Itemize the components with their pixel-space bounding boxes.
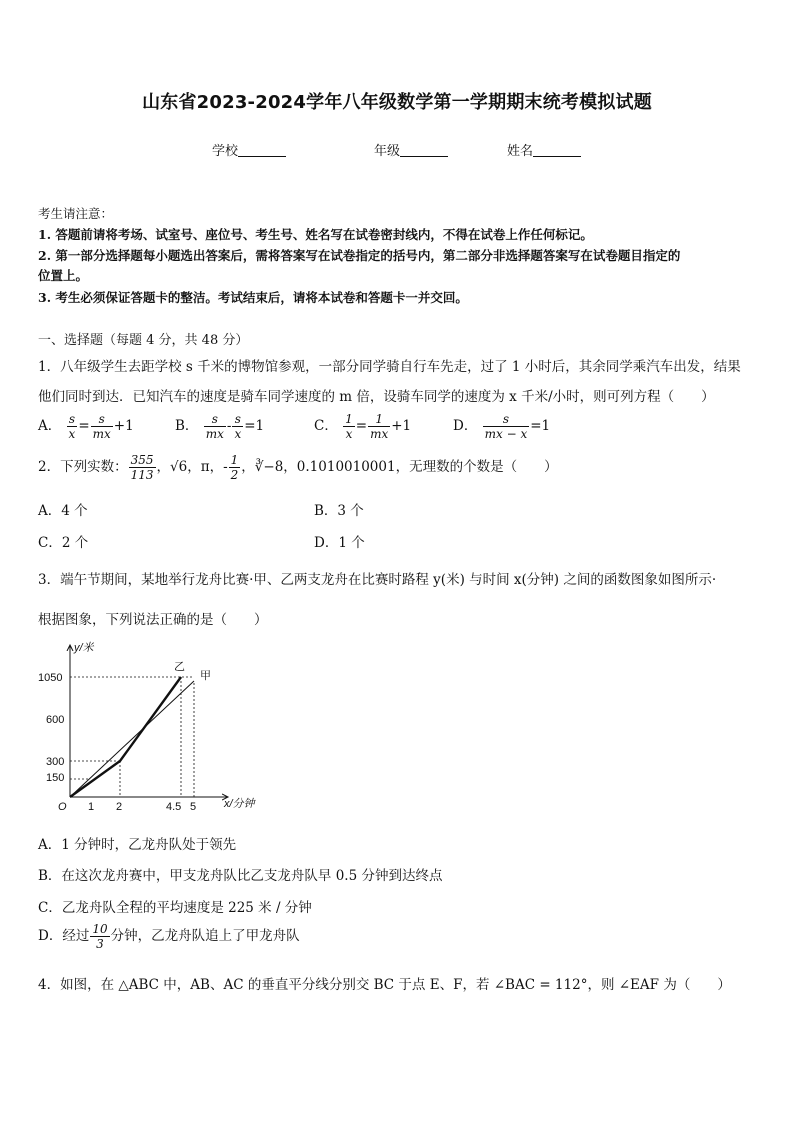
x-tick-1: 1 bbox=[88, 801, 95, 813]
x-tick-4.5: 4.5 bbox=[166, 801, 182, 813]
notice-item-2: 2. 第一部分选择题每小题选出答案后，需将答案写在试卷指定的括号内，第二部分非选择题答案写在试卷题目指定的 bbox=[38, 248, 681, 263]
notice-item-3: 3. 考生必须保证答题卡的整洁。考试结束后，请将本试卷和答题卡一并交回。 bbox=[38, 290, 468, 305]
q3-option-a[interactable]: A．1 分钟时，乙龙舟队处于领先 bbox=[38, 837, 237, 853]
school-blank[interactable] bbox=[238, 144, 286, 157]
y-tick-150: 150 bbox=[46, 772, 65, 784]
series-jia-line bbox=[70, 681, 194, 797]
q2-stem: 2．下列实数： $\frac{355}{113}$ ，√6，π，- $\frac{1}{2}$ ，∛−8，0.1010010001，无理数的个数是（ ） bbox=[38, 453, 558, 482]
y-tick-300: 300 bbox=[46, 756, 65, 768]
section-heading: 一、选择题（每题 4 分，共 48 分） bbox=[38, 333, 249, 348]
page-title: 山东省2023-2024学年八年级数学第一学期期末统考模拟试题 bbox=[142, 92, 652, 113]
y-tick-600: 600 bbox=[46, 714, 65, 726]
school-label: 学校 bbox=[212, 144, 239, 159]
q4-line1: 4．如图，在 △ABC 中，AB、AC 的垂直平分线分别交 BC 于点 E、F，若 ∠BAC = 112°，则 ∠EAF 为（ ） bbox=[38, 977, 731, 993]
name-field bbox=[507, 140, 581, 159]
q2-option-d[interactable]: D．1 个 bbox=[314, 535, 365, 551]
q1-option-b[interactable]: B． $\frac{s}{mx}$ - $\frac{s}{x}$ =1 bbox=[175, 412, 265, 441]
x-axis-label: x/分钟 bbox=[224, 798, 255, 810]
q1-option-a[interactable]: A． $\frac{s}{x}$ = $\frac{s}{mx}$ +1 bbox=[38, 412, 134, 441]
name-blank[interactable] bbox=[533, 144, 581, 157]
grade-field bbox=[374, 140, 448, 159]
series-jia-label: 甲 bbox=[200, 670, 211, 682]
x-tick-5: 5 bbox=[190, 801, 197, 813]
q2-option-c[interactable]: C．2 个 bbox=[38, 535, 89, 551]
q1-line1: 1．八年级学生去距学校 s 千米的博物馆参观，一部分同学骑自行车先走，过了 1 小时后，其余同学乘汽车出发，结果 bbox=[38, 359, 741, 375]
grade-blank[interactable] bbox=[400, 144, 448, 157]
q1-option-c[interactable]: C． $\frac{1}{x}$ = $\frac{1}{mx}$ +1 bbox=[314, 412, 412, 441]
notice-item-2-cont: 位置上。 bbox=[38, 268, 89, 283]
q3-line1: 3．端午节期间，某地举行龙舟比赛·甲、乙两支龙舟在比赛时路程 y(米) 与时间 x(分钟) 之间的函数图象如图所示· bbox=[38, 572, 717, 588]
q3-line2: 根据图象，下列说法正确的是（ ） bbox=[38, 612, 268, 628]
q3-option-c[interactable]: C．乙龙舟队全程的平均速度是 225 米 / 分钟 bbox=[38, 900, 312, 916]
q1-option-d[interactable]: D． $\frac{s}{mx - x}$ =1 bbox=[453, 412, 551, 441]
origin-label: O bbox=[58, 801, 67, 813]
q2-option-b[interactable]: B．3 个 bbox=[314, 503, 364, 519]
school-field bbox=[212, 140, 286, 159]
q1-line2: 他们同时到达．已知汽车的速度是骑车同学速度的 m 倍，设骑车同学的速度为 x 千米/小时，则可列方程（ ） bbox=[38, 389, 715, 405]
y-tick-1050: 1050 bbox=[38, 672, 63, 684]
q3-option-b[interactable]: B．在这次龙舟赛中，甲支龙舟队比乙支龙舟队早 0.5 分钟到达终点 bbox=[38, 868, 443, 884]
name-label: 姓名 bbox=[507, 144, 534, 159]
series-yi-label: 乙 bbox=[174, 661, 185, 673]
q3-option-d[interactable]: D．经过 $\frac{10}{3}$ 分钟，乙龙舟队追上了甲龙舟队 bbox=[38, 922, 300, 951]
notice-heading: 考生请注意： bbox=[38, 206, 114, 221]
notice-item-1: 1. 答题前请将考场、试室号、座位号、考生号、姓名写在试卷密封线内，不得在试卷上作任何标记。 bbox=[38, 227, 593, 242]
q2-option-a[interactable]: A．4 个 bbox=[38, 503, 88, 519]
grade-label: 年级 bbox=[374, 144, 401, 159]
y-axis-label: y/米 bbox=[74, 642, 94, 654]
x-tick-2: 2 bbox=[116, 801, 123, 813]
q3-graph bbox=[38, 635, 298, 835]
